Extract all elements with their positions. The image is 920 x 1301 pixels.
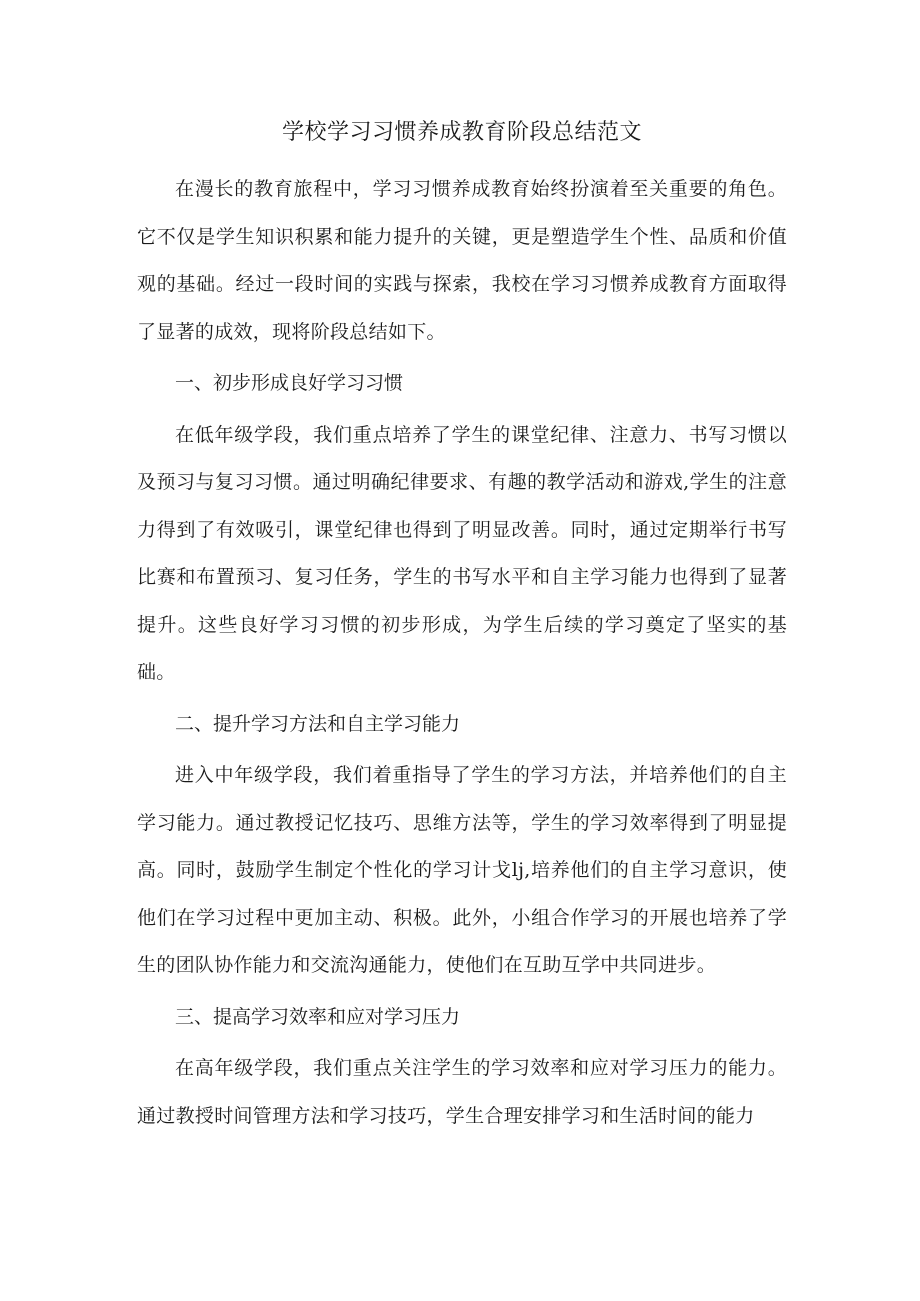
intro-paragraph: 在漫长的教育旅程中，学习习惯养成教育始终扮演着至关重要的角色。它不仅是学生知识积累和能力提升的关键，更是塑造学生个性、品质和价值观的基础。经过一段时间的实践与探索，我校在学习习惯养成教育方面取得了显著的成效，现将阶段总结如下。 bbox=[137, 178, 787, 343]
section-heading-1: 一、初步形成良好学习习惯 bbox=[175, 372, 404, 394]
section-heading-2: 二、提升学习方法和自主学习能力 bbox=[175, 712, 461, 735]
section-heading-3: 三、提高学习效率和应对学习压力 bbox=[175, 1005, 461, 1028]
section-paragraph-3: 在高年级学段，我们重点关注学生的学习效率和应对学习压力的能力。通过教授时间管理方法和学习技巧，学生合理安排学习和生活时间的能力 bbox=[137, 1057, 787, 1127]
document-body bbox=[137, 166, 787, 1140]
section-paragraph-2: 进入中年级学段，我们着重指导了学生的学习方法，并培养他们的自主学习能力。通过教授记忆技巧、思维方法等，学生的学习效率得到了明显提高。同时，鼓励学生制定个性化的学习计戈lj,培养他们的自主学习意识，使他们在学习过程中更加主动、积极。此外，小组合作学习的开展也培养了学生的团队协作能力和交流沟通能力，使他们在互助互学中共同进步。 bbox=[137, 764, 787, 976]
document-title: 学校学习习惯养成教育阶段总结范文 bbox=[281, 120, 642, 145]
section-paragraph-1: 在低年级学段，我们重点培养了学生的课堂纪律、注意力、书写习惯以及预习与复习习惯。通过明确纪律要求、有趣的教学活动和游戏,学生的注意力得到了有效吸引，课堂纪律也得到了明显改善。同时，通过定期举行书写比赛和布置预习、复习任务，学生的书写水平和自主学习能力也得到了显著提升。这些良好学习习惯的初步形成，为学生后续的学习奠定了坚实的基础。 bbox=[137, 423, 787, 683]
